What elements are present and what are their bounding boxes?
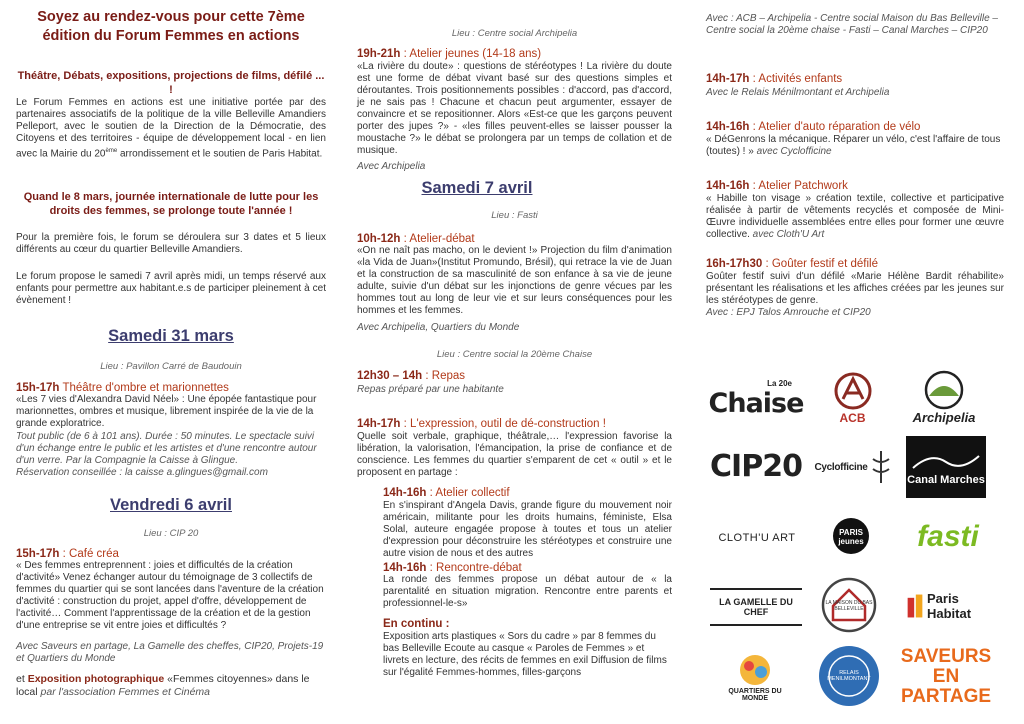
sub-event-heading: 14h-16h : Rencontre-débat: [383, 562, 522, 574]
partners-line: Avec : ACB – Archipelia - Centre social Maison du Bas Belleville – Centre social la 20ème chaise - Fasti – Canal Marches – CIP20: [706, 13, 998, 36]
acb-logo: ACB: [815, 365, 890, 430]
event-heading: 15h-17h : Café créa: [16, 548, 119, 560]
canal-marches-logo: Canal Marches: [906, 436, 986, 498]
event-description: «On ne naît pas macho, on le devient !» Projection du film d'animation «la Vida de Juan»(Institut Promundo, Brésil), qui retrace la vie de Juan et la construction de sa masculinité de son enfance à sa vie de jeune adulte, suivie d'un débat sur les injonctions de genre vécues par les hommes tout au long de leur vie et sur leurs conséquences pour les hommes et les femmes.: [357, 245, 672, 316]
caduceus-icon: [868, 449, 894, 485]
event-description: Quelle soit verbale, graphique, théâtrale,… l'expression favorise la libération, la valorisation, l'émancipation, la prise de confiance et de conscience. Les femmes du quartier s'emparent de cet « outil » et le proposent en partage :: [357, 431, 672, 478]
activity-description: « DéGenrons la mécanique. Réparer un vélo, c'est l'affaire de tous (toutes) ! » avec Cyclofficine: [706, 134, 1001, 157]
event-heading: 14h-17h : L'expression, outil de dé-construction !: [357, 418, 606, 430]
paris-jeunes-logo: PARIS jeunes: [805, 510, 897, 562]
archipelia-circle-icon: [921, 370, 967, 410]
location-label: Lieu : Fasti: [491, 210, 538, 221]
activity-heading: 14h-16h : Atelier Patchwork: [706, 180, 848, 192]
activity-description: « Habille ton visage » création textile, collective et participative réalisée à partir de vêtements recyclés et composée de Mini-Œuvre individuelle assemblées entre elles pour former une œuvre collective. avec Cloth'U Art: [706, 193, 1004, 240]
activity-partners: Avec : EPJ Talos Amrouche et CIP20: [706, 307, 871, 318]
event-partners: Avec Archipelia: [357, 161, 426, 172]
photo-exhibition: et Exposition photographique «Femmes citoyennes» dans le local par l'association Femmes et Cinéma: [16, 673, 310, 698]
event-heading: 12h30 – 14h : Repas: [357, 370, 466, 382]
relais-menilmontant-logo: RELAIS MENILMONTANT: [815, 642, 883, 710]
sub-event-description: Exposition arts plastiques « Sors du cadre » par 8 femmes du bas Belleville Ecoute au casque « Paroles de Femmes » et livrets en lecture, des récits de femmes en exil Diffusion de films sur l'égalité Femmes-hommes, filles-garçons: [383, 631, 667, 678]
forum-title: [16, 8, 326, 46]
sub-event-heading: 14h-16h : Atelier collectif: [383, 487, 510, 499]
day-heading-6-april: Vendredi 6 avril: [110, 496, 232, 514]
activity-partners: Avec le Relais Ménilmontant et Archipelia: [706, 87, 890, 98]
acb-emblem-icon: [833, 371, 873, 411]
activity-heading: 16h-17h30 : Goûter festif et défilé: [706, 258, 878, 270]
title-line-1: Soyez au rendez-vous pour cette 7ème: [37, 9, 305, 25]
column-left: [16, 0, 326, 724]
day-heading-31-march: Samedi 31 mars: [108, 327, 234, 345]
sub-event-heading: En continu :: [383, 618, 450, 630]
event-heading: 10h-12h : Atelier-débat: [357, 233, 475, 245]
location-label: Lieu : Centre social la 20ème Chaise: [436, 349, 593, 360]
sub-event-description: La ronde des femmes propose un débat autour de « la parentalité en situation migration. Rencontre entre parents et professionnel-le-s»: [383, 574, 672, 609]
activity-heading: 14h-16h : Atelier d'auto réparation de vélo: [706, 121, 921, 133]
archipelia-logo: Archipelia: [903, 365, 985, 429]
day-heading-7-april: Samedi 7 avril: [421, 179, 533, 197]
event-partners: Avec Archipelia, Quartiers du Monde: [357, 322, 520, 333]
reservation-info: Réservation conseillée : la caisse a.glingues@gmail.com: [16, 467, 268, 478]
location-label: Lieu : Centre social Archipelia: [451, 28, 578, 39]
event-info: Tout public (de 6 à 101 ans). Durée : 50 minutes. Le spectacle suivi d'un échange entre le public et les artistes et d'une rencontre autour d'un verre. Par la Compagnie la Caisse à Glingue.: [16, 431, 317, 466]
colorful-globe-icon: [737, 652, 773, 688]
children-paragraph: Le forum propose le samedi 7 avril après midi, un temps réservé aux enfants pour permettre aux habitant.e.s de participer pleinement à cet évènement !: [16, 271, 326, 306]
cyclofficine-logo: Cyclofficine: [808, 446, 900, 488]
location-label: Lieu : CIP 20: [143, 528, 199, 539]
saveurs-en-partage-logo: SAVEURS EN PARTAGE: [900, 646, 992, 707]
maison-bas-belleville-logo: LA MAISON DU BAS BELLEVILLE: [815, 574, 883, 636]
la-gamelle-du-chef-logo: LA GAMELLE DU CHEF: [710, 588, 802, 626]
column-middle: [357, 0, 672, 724]
event-description: «Les 7 vies d'Alexandra David Néel» : Une épopée fantastique pour marionnettes, ombres et musique, librement inspirée de la vie de la grande exploratrice.: [16, 394, 317, 429]
activity-heading: 14h-17h : Activités enfants: [706, 73, 843, 85]
dates-paragraph: Pour la première fois, le forum se déroulera sur 3 dates et 5 lieux différents au cœur du quartier Belleville Amandiers.: [16, 232, 326, 255]
sub-event-description: En s'inspirant d'Angela Davis, grande figure du mouvement noir américain, militante pour les droits humains, féministe, Elsa Solal, auteure engagée propose à toutes et tous un atelier d'expression pour déconstruire les stéréotypes et construire une autre vision de nous et des autres: [383, 500, 672, 559]
paris-habitat-logo: Paris Habitat: [906, 584, 992, 628]
intro-paragraph: Le Forum Femmes en actions est une initiative portée par des partenaires associatifs de la politique de la ville Belleville Amandiers Pelleport, avec le soutien de la Direction de la Démocratie, des Citoyens et des territoires - équipe de développement local - en lien avec la Mairie du 20ème arrondissement et le soutien de Paris Habitat.: [16, 97, 326, 160]
event-description: « Des femmes entreprennent : joies et difficultés de la création d'activité» Venez échanger autour du témoignage de 3 collectifs de femmes du quartier qui se sont lancées dans l'aventure de la création d'activité : construction du projet, appel d'offre, développement de l'activité… Comment l'apprentissage de la création et de la gestion d'une entreprise se vit entre joies et difficultés ?: [16, 560, 324, 631]
event-description: «La rivière du doute» : questions de stéréotypes ! La rivière du doute est une forme de débat vivant basé sur des questions simples et déroutantes. Trois positionnements possibles : d'accord, pas d'accord, je ne sais pas ! Chacune et chacun peut argumenter, essayer de convaincre et se repositionner. Alors «Est-ce que les garçons peuvent porter des jupes ?» - «les filles peuvent-elles se laisser pousser la moustache ?» le débat se prolongera par un temps de collation et de musique.: [357, 61, 672, 156]
fasti-logo: fasti: [917, 520, 979, 553]
cip20-logo: CIP20: [710, 448, 802, 484]
location-label: Lieu : Pavillon Carré de Baudouin: [100, 361, 242, 372]
title-line-2: édition du Forum Femmes en actions: [42, 28, 300, 44]
paris-habitat-building-icon: [906, 590, 924, 622]
canal-waves-icon: [911, 448, 981, 474]
cloth-u-art-logo: CLOTH'U ART: [718, 532, 796, 544]
subtitle: Théâtre, Débats, expositions, projections de films, défilé ... !: [17, 70, 325, 96]
event-heading: 15h-17h Théâtre d'ombre et marionnettes: [16, 382, 229, 394]
event-heading: 19h-21h : Atelier jeunes (14-18 ans): [357, 48, 542, 60]
event-partners: Avec Saveurs en partage, La Gamelle des cheffes, CIP20, Projets-19 et Quartiers du Monde: [16, 641, 324, 664]
activity-description: Goûter festif suivi d'un défilé «Marie Hélène Bardit réhabilite» présentant les réalisations et les affiches créées par les jeunes sur les stéréotypes de genre.: [706, 271, 1004, 306]
march-8-heading: Quand le 8 mars, journée internationale de lutte pour les droits des femmes, se prolonge toute l'année !: [23, 191, 319, 217]
event-description: Repas préparé par une habitante: [357, 384, 504, 395]
quartiers-du-monde-logo: QUARTIERS DU MONDE: [716, 646, 794, 708]
la-20e-chaise-logo: La 20e Chaise: [708, 379, 804, 419]
